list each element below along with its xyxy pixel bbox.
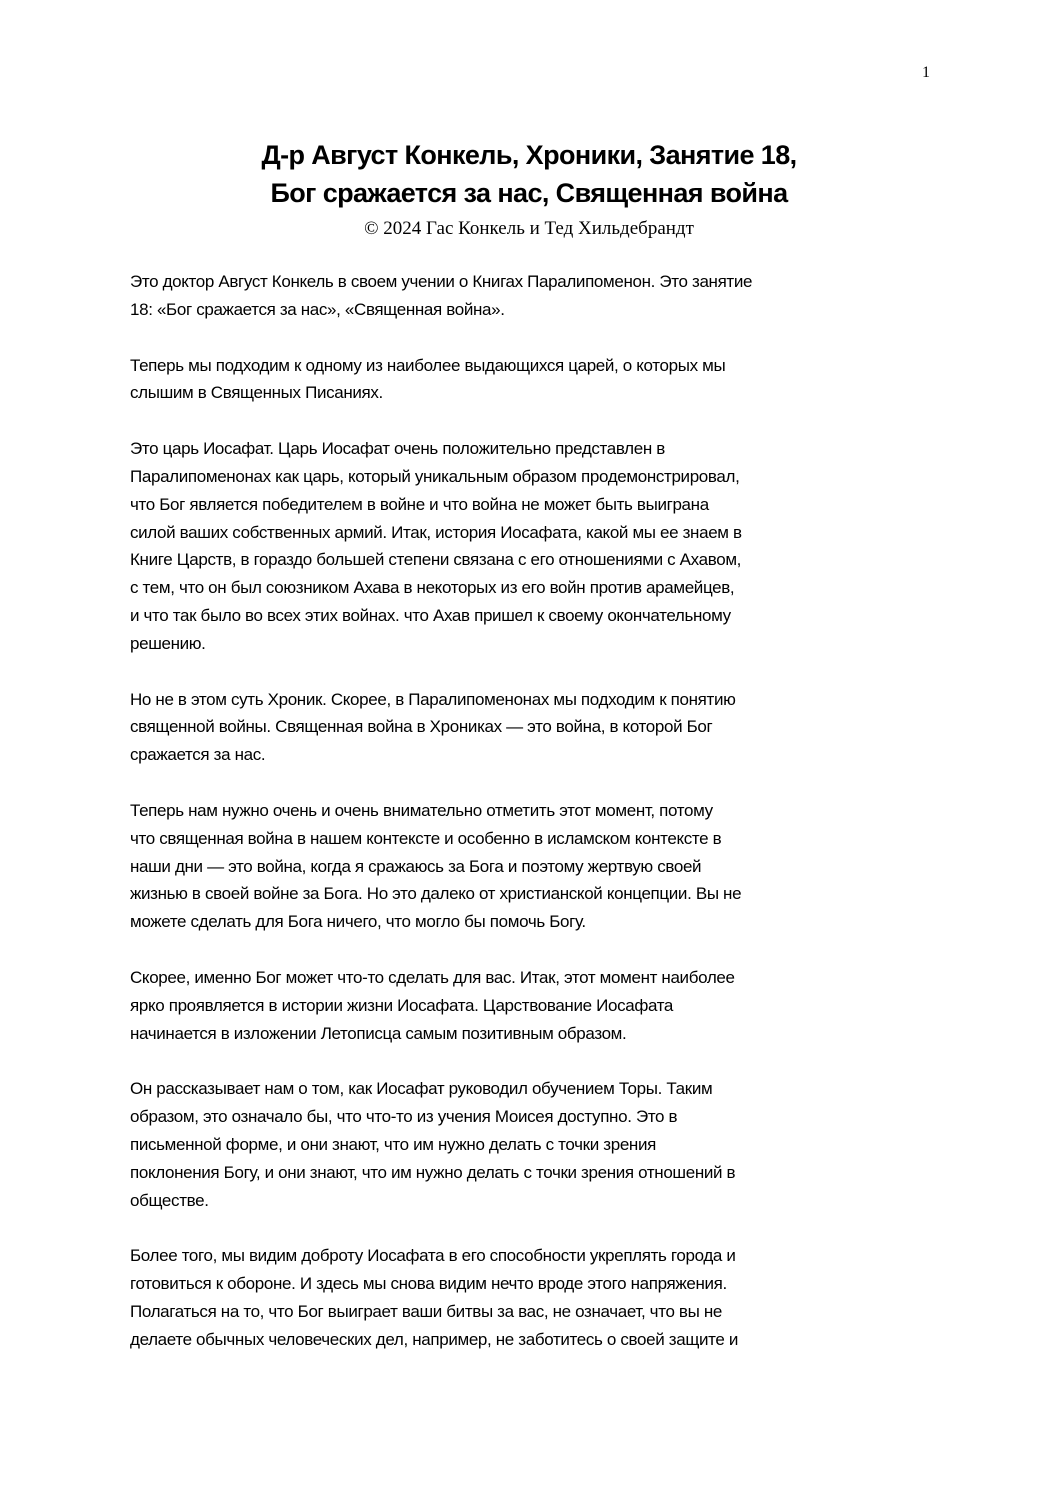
text-line: образом, это означало бы, что что-то из учения Моисея доступно. Это в (130, 1107, 678, 1127)
text-line: начинается в изложении Летописца самым позитивным образом. (130, 1023, 627, 1043)
text-line: готовиться к обороне. И здесь мы снова видим нечто вроде этого напряжения. (130, 1274, 727, 1294)
document-title-line-2: Бог сражается за нас, Священная война (270, 178, 788, 208)
text-line: священной войны. Священная война в Хрониках — это война, в которой Бог (130, 717, 713, 737)
text-line: ярко проявляется в истории жизни Иосафата. Царствование Иосафата (130, 995, 674, 1015)
text-line: обществе. (130, 1190, 209, 1210)
document-body (130, 268, 950, 1382)
text-line: Но не в этом суть Хроник. Скорее, в Паралипоменонах мы подходим к понятию (130, 689, 736, 709)
paragraph (130, 686, 950, 769)
text-line: Это доктор Август Конкель в своем учении о Книгах Паралипоменон. Это занятие (130, 272, 753, 291)
document-title-line-1: Д-р Август Конкель, Хроники, Занятие 18, (261, 140, 797, 170)
text-line: с тем, что он был союзником Ахава в некоторых из его войн против арамейцев, (130, 578, 735, 598)
paragraph (130, 797, 950, 936)
text-line: что Бог является победителем в войне и что война не может быть выиграна (130, 494, 709, 514)
copyright-line: © 2024 Гас Конкель и Тед Хильдебрандт (364, 218, 694, 239)
paragraph (130, 435, 950, 657)
paragraph (130, 268, 950, 324)
text-line: Книге Царств, в гораздо большей степени связана с его отношениями с Ахавом, (130, 550, 742, 570)
text-line: Скорее, именно Бог может что-то сделать для вас. Итак, этот момент наиболее (130, 967, 735, 987)
text-line: что священная война в нашем контексте и особенно в исламском контексте в (130, 828, 722, 848)
text-line: письменной форме, и они знают, что им нужно делать с точки зрения (130, 1134, 656, 1154)
text-line: можете сделать для Бога ничего, что могло бы помочь Богу. (130, 912, 586, 932)
text-line: делаете обычных человеческих дел, например, не заботитесь о своей защите и (130, 1329, 738, 1349)
text-line: силой ваших собственных армий. Итак, история Иосафата, какой мы ее знаем в (130, 522, 742, 542)
text-line: 18: «Бог сражается за нас», «Священная война». (130, 299, 505, 319)
text-line: Паралипоменонах как царь, который уникальным образом продемонстрировал, (130, 466, 740, 486)
text-line: решению. (130, 633, 206, 653)
paragraph (130, 964, 950, 1047)
paragraph (130, 1242, 950, 1353)
page-number: 1 (922, 64, 930, 81)
text-line: и что так было во всех этих войнах. что Ахав пришел к своему окончательному (130, 605, 731, 625)
paragraph (130, 352, 950, 408)
text-line: Он рассказывает нам о том, как Иосафат руководил обучением Торы. Таким (130, 1079, 713, 1099)
text-line: поклонения Богу, и они знают, что им нужно делать с точки зрения отношений в (130, 1162, 736, 1182)
text-line: Теперь нам нужно очень и очень внимательно отметить этот момент, потому (130, 800, 713, 820)
text-line: Это царь Иосафат. Царь Иосафат очень положительно представлен в (130, 439, 665, 459)
text-line: Более того, мы видим доброту Иосафата в его способности укреплять города и (130, 1246, 736, 1266)
paragraph (130, 1075, 950, 1214)
text-line: сражается за нас. (130, 745, 266, 765)
text-line: наши дни — это война, когда я сражаюсь за Бога и поэтому жертвую своей (130, 856, 702, 876)
text-line: Полагаться на то, что Бог выиграет ваши битвы за вас, не означает, что вы не (130, 1301, 722, 1321)
text-line: Теперь мы подходим к одному из наиболее выдающихся царей, о которых мы (130, 355, 726, 375)
text-line: слышим в Священных Писаниях. (130, 383, 383, 403)
text-line: жизнью в своей войне за Бога. Но это далеко от христианской концепции. Вы не (130, 884, 742, 904)
